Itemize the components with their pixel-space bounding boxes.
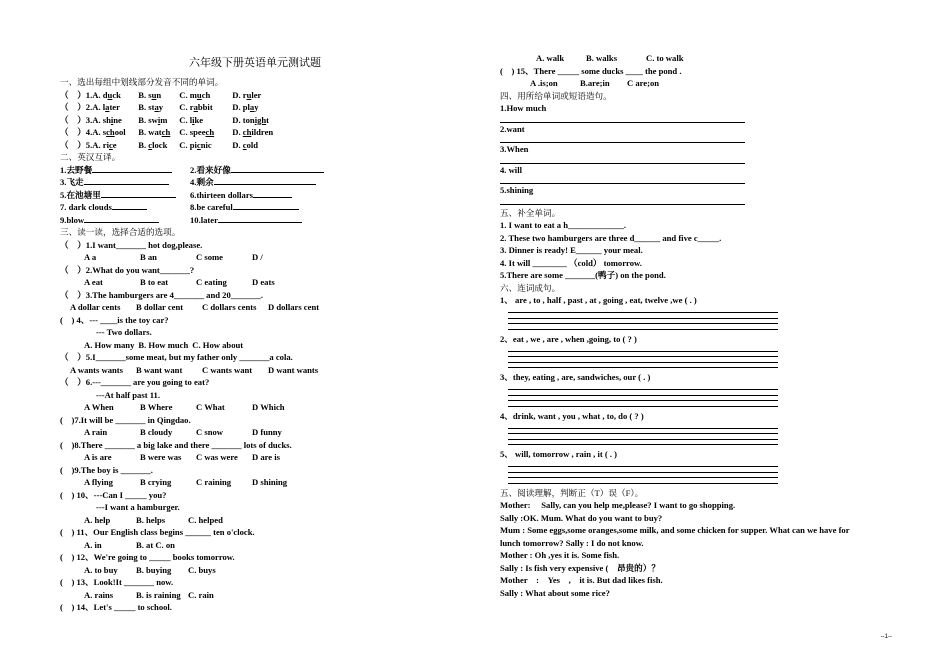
option — [138, 126, 179, 139]
option: C. helped — [188, 514, 223, 525]
option: C. to walk — [646, 53, 684, 63]
option-prefix: D. — [232, 127, 243, 137]
answer-paren: （ ） — [60, 127, 86, 137]
answer-line — [500, 156, 745, 164]
question-stem: ( ) 10、---Can I _____ you? — [60, 489, 167, 500]
question-number: 3. — [85, 114, 93, 125]
option: B. at C. on — [136, 539, 175, 550]
question-number: 4. — [85, 127, 93, 137]
scrambled-words: 5、 will, tomorrow , rain , it ( . ) — [500, 449, 618, 459]
question-options — [60, 276, 460, 289]
option — [92, 126, 138, 139]
option-suffix: ool — [114, 127, 126, 137]
translation-prompt: 1.去野餐 — [60, 164, 93, 175]
option: D eats — [252, 277, 275, 287]
answer-lines — [508, 307, 778, 333]
option-suffix: ler — [251, 89, 262, 100]
option-suffix: ter — [109, 102, 120, 112]
answer-blank — [84, 176, 169, 185]
option-suffix: e — [112, 139, 117, 150]
option: D funny — [252, 427, 282, 437]
pronunciation-row — [60, 101, 460, 114]
translation-row — [60, 176, 460, 189]
section-4-items — [500, 102, 900, 205]
option — [232, 114, 292, 127]
underlined-letters: i — [157, 114, 161, 125]
option: C are;on — [627, 78, 660, 88]
prompt-word: 5.shining — [500, 185, 534, 195]
dialog-line: Sally : Is fish very expensive ( 昂贵的）？ — [500, 562, 660, 573]
option-suffix: old — [246, 139, 259, 150]
answer-lines — [508, 422, 778, 448]
option: B. buying — [136, 564, 172, 575]
question-stem: （ ）1.I want_______ hot dog,please. — [60, 239, 203, 250]
option: A. walk — [536, 53, 565, 63]
option-prefix: B. wat — [138, 127, 162, 137]
option: B.are;in — [580, 78, 610, 88]
option — [92, 101, 138, 114]
option — [92, 89, 138, 102]
option-suffix: ke — [194, 114, 204, 125]
question-options — [60, 339, 460, 352]
underlined-letters: i — [110, 114, 114, 125]
answer-blank — [233, 201, 299, 210]
question-number: 5. — [85, 139, 93, 150]
option: A eat — [84, 277, 103, 287]
underlined-letters: ch — [205, 127, 215, 137]
option — [138, 139, 179, 152]
question-options — [60, 476, 460, 489]
option-suffix: y — [158, 102, 164, 112]
option-suffix: t — [266, 114, 270, 125]
underlined-letters: c — [242, 139, 247, 150]
option: C dollars cents — [202, 302, 257, 312]
translation-row — [60, 189, 460, 202]
option: B Where — [140, 402, 173, 412]
option: A. How many — [84, 339, 135, 350]
option-suffix: ildren — [251, 127, 274, 137]
option: A .is;on — [530, 78, 558, 88]
question-options — [60, 589, 460, 602]
option: A When — [84, 402, 114, 412]
answer-blank — [253, 189, 292, 198]
option — [138, 114, 179, 127]
option: D want wants — [268, 364, 319, 375]
pronunciation-row — [60, 89, 460, 102]
question-stem: ( ) 4、--- ____is the toy car? — [60, 314, 169, 325]
question-stem: ( ) 14、Let's _____ to school. — [60, 602, 172, 612]
page-number: --1-- — [880, 634, 892, 640]
option-prefix: D. pl — [232, 102, 250, 112]
option-prefix: C. spee — [179, 127, 206, 137]
option-suffix: ck — [112, 89, 121, 100]
section-2-heading: 二、英汉互译。 — [60, 152, 121, 162]
option — [232, 139, 292, 152]
option — [232, 101, 292, 114]
underlined-letters: c — [148, 139, 153, 150]
section-4-heading: 四、用所给单词或短语造句。 — [500, 90, 612, 101]
section-1-rows — [60, 89, 460, 152]
underlined-letters: u — [246, 89, 252, 100]
section-5-items — [500, 219, 900, 282]
option-suffix: nic — [200, 139, 212, 150]
section-7-heading: 五、阅读理解，判断正（T）误（F）。 — [500, 487, 644, 498]
option: A a — [84, 252, 97, 262]
option-suffix: m — [160, 114, 168, 125]
translation-item — [190, 214, 302, 227]
translation-item — [190, 201, 299, 214]
option: A. in — [84, 539, 102, 550]
answer-paren: （ ） — [60, 89, 86, 100]
underlined-letters: u — [196, 89, 202, 100]
answer-line — [508, 401, 778, 407]
answer-paren: （ ） — [60, 102, 86, 112]
option: D shining — [252, 477, 288, 487]
question-options — [60, 426, 460, 439]
option — [232, 126, 292, 139]
answer-blank — [218, 214, 302, 223]
option-suffix: ne — [113, 114, 122, 125]
question-dialog-line: ---I want a hamburger. — [96, 502, 180, 512]
option: A flying — [84, 477, 113, 487]
option — [179, 114, 232, 127]
option: A. help — [84, 514, 111, 525]
option: B. is raining — [136, 589, 181, 600]
option: C snow — [196, 427, 223, 437]
option-prefix: C. pi — [179, 139, 197, 150]
option: A. rains — [84, 589, 114, 600]
option: A dollar cents — [70, 302, 121, 312]
option-prefix: C. m — [179, 89, 197, 100]
right-column — [500, 52, 900, 599]
question-15: ( ) 15、There _____ some ducks ____ the pond . — [500, 65, 682, 76]
option-suffix: ch — [201, 89, 211, 100]
option-prefix: D. — [232, 139, 243, 150]
translation-prompt: 10.later — [190, 214, 218, 225]
option: C What — [196, 402, 225, 412]
option-prefix: A. d — [92, 89, 108, 100]
option-prefix: C. r — [179, 102, 194, 112]
option-prefix: A. s — [92, 127, 107, 137]
fill-in-item: 4. It will ________ （cold） tomorrow. — [500, 257, 642, 268]
translation-row — [60, 214, 460, 227]
question-stem: ( ) 12、We're going to _____ books tomorrow. — [60, 552, 235, 562]
prompt-word: 1.How much — [500, 103, 547, 113]
translation-prompt: 7. dark clouds — [60, 202, 112, 212]
option-suffix: bbit — [197, 102, 213, 112]
question-stem: （ ）2.What do you want_______? — [60, 264, 195, 275]
option-suffix: n — [156, 89, 162, 100]
option: D / — [252, 252, 263, 262]
section-3-heading: 三、读一读，选择合适的选项。 — [60, 227, 181, 237]
scrambled-words: 3、they, eating , are, sandwiches, our ( . ) — [500, 372, 651, 382]
question-stem: （ ）5.I_______some meat, but my father only _______a cola. — [60, 352, 293, 362]
option: A is are — [84, 452, 112, 462]
option — [179, 89, 232, 102]
option: B dollar cent — [136, 302, 184, 312]
translation-prompt: 6.thirteen dollars — [190, 189, 254, 200]
option: B. helps — [136, 514, 166, 525]
question-stem: ( )9.The boy is _______. — [60, 464, 153, 475]
option: B to eat — [140, 277, 169, 287]
translation-item — [60, 201, 190, 214]
option: D dollars cent — [268, 302, 320, 312]
translation-item — [190, 189, 292, 202]
answer-line — [508, 324, 778, 330]
option: D Which — [252, 402, 285, 412]
option: B were was — [140, 452, 182, 462]
fill-in-item: 5.There are some _______(鸭子) on the pond. — [500, 270, 666, 280]
option: C raining — [196, 477, 232, 487]
translation-prompt: 8.be careful — [190, 202, 233, 212]
option-prefix: A. l — [92, 102, 106, 112]
underlined-letters: ch — [242, 127, 252, 137]
dialog-line: Mother : Oh ,yes it is. Some fish. — [500, 550, 620, 560]
answer-line — [508, 363, 778, 369]
question-options — [60, 301, 460, 314]
option-prefix: A. ri — [92, 139, 109, 150]
option: C wants want — [202, 364, 253, 375]
question-stem: ( ) 13、Look!It _______ now. — [60, 577, 174, 587]
translation-item — [190, 176, 316, 189]
question-options — [60, 514, 460, 527]
question-options — [60, 364, 460, 377]
option: A rain — [84, 427, 108, 437]
answer-lines — [508, 384, 778, 410]
option-prefix: C. l — [179, 114, 193, 125]
section-1-heading: 一、选出每组中划线部分发音不同的单词。 — [60, 77, 224, 87]
translation-item — [60, 189, 190, 202]
scrambled-words: 1、 are , to , half , past , at , going , eat, twelve ,we ( . ) — [500, 295, 697, 305]
option — [138, 89, 179, 102]
option-suffix: lock — [152, 139, 168, 150]
pronunciation-row — [60, 139, 460, 152]
question-options — [60, 251, 460, 264]
option: A. to buy — [84, 564, 118, 575]
section-6-items — [500, 294, 900, 487]
answer-lines — [508, 461, 778, 487]
question-stem: （ ）6.---_______ are you going to eat? — [60, 377, 210, 387]
underlined-letters: ch — [161, 127, 171, 137]
translation-prompt: 5.在池塘里 — [60, 189, 101, 200]
translation-prompt: 3.飞走 — [60, 177, 84, 187]
underlined-letters: a — [249, 102, 255, 112]
option: C. How about — [192, 339, 244, 350]
answer-blank — [84, 214, 159, 223]
underlined-letters: u — [151, 89, 157, 100]
answer-line — [508, 440, 778, 446]
option: B cloudy — [140, 427, 173, 437]
dialog-line: Mother: Sally, can you help me,please? I want to go shopping. — [500, 500, 736, 510]
prompt-word: 3.When — [500, 144, 529, 154]
option — [92, 139, 138, 152]
fill-in-item: 3. Dinner is ready! E______ your meal. — [500, 245, 643, 255]
dialog-line: Sally :OK. Mum. What do you want to buy? — [500, 512, 663, 523]
underlined-letters: u — [107, 89, 113, 100]
section-2-rows — [60, 164, 460, 227]
question-options — [60, 451, 460, 464]
option-prefix: B. — [138, 139, 149, 150]
prompt-word: 4. will — [500, 164, 522, 175]
option: C eating — [196, 277, 227, 287]
option — [179, 126, 232, 139]
translation-prompt: 2.看来好像 — [190, 164, 231, 175]
option — [92, 114, 138, 127]
option-prefix: A. sh — [92, 114, 111, 125]
section-6-heading: 六、连词成句。 — [500, 282, 561, 293]
answer-blank — [112, 201, 147, 210]
option-prefix: B. st — [138, 102, 155, 112]
option — [232, 89, 292, 102]
answer-paren: （ ） — [60, 114, 86, 125]
question-stem: ( )8.There _______ a big lake and there _______ lots of ducks. — [60, 439, 292, 450]
underlined-letters: i — [192, 114, 195, 125]
question-stem: ( )7.It will be _______ in Qingdao. — [60, 414, 191, 425]
answer-blank — [214, 176, 316, 185]
option: A wants wants — [70, 364, 124, 375]
question-number: 1. — [85, 89, 93, 100]
translation-item — [60, 164, 190, 177]
prompt-word: 2.want — [500, 123, 525, 134]
section-5-heading: 五、补全单词。 — [500, 207, 561, 218]
option: C. rain — [188, 589, 214, 600]
option-prefix: D. ton — [232, 114, 255, 125]
option: B an — [140, 252, 157, 262]
page-title: 六年级下册英语单元测试题 — [189, 57, 321, 69]
question-options — [60, 401, 460, 414]
answer-blank — [92, 164, 172, 173]
answer-line — [500, 197, 745, 205]
translation-row — [60, 164, 460, 177]
answer-paren: （ ） — [60, 139, 86, 150]
section-3-items — [60, 239, 460, 614]
underlined-letters: c — [108, 139, 113, 150]
option: B. How much — [138, 339, 189, 350]
answer-blank — [101, 189, 176, 198]
option-suffix: y — [254, 102, 259, 112]
translation-item — [60, 176, 190, 189]
option — [179, 139, 232, 152]
question-number: 2. — [85, 102, 93, 112]
option: C. buys — [188, 564, 216, 575]
translation-item — [190, 164, 324, 177]
question-stem: （ ）3.The hamburgers are 4_______ and 20_______. — [60, 289, 263, 300]
underlined-letters: a — [105, 102, 110, 112]
dialog-line: Sally : What about some rice? — [500, 587, 610, 598]
underlined-letters: c — [196, 139, 201, 150]
answer-blank — [231, 164, 324, 173]
translation-item — [60, 214, 190, 227]
question-stem: ( ) 11、Our English class begins ______ ten o'clock. — [60, 527, 255, 537]
underlined-letters: a — [154, 102, 159, 112]
dialog-line: Mum : Some eggs,some oranges,some milk, and some chicken for supper. What can we have for — [500, 525, 850, 535]
question-14-options — [500, 52, 900, 65]
option: C some — [196, 252, 223, 262]
translation-prompt: 9.blow — [60, 214, 85, 225]
underlined-letters: a — [193, 102, 198, 112]
option: D are is — [252, 452, 281, 462]
option — [179, 101, 232, 114]
option-prefix: B. sw — [138, 114, 158, 125]
option — [138, 101, 179, 114]
question-options — [60, 539, 460, 552]
pronunciation-row — [60, 114, 460, 127]
option: B crying — [140, 477, 172, 487]
answer-lines — [508, 345, 778, 371]
scrambled-words: 2、eat , we , are , when ,going, to ( ? ) — [500, 333, 637, 344]
answer-line — [508, 478, 778, 484]
option: C was were — [196, 452, 238, 462]
question-dialog-line: --- Two dollars. — [96, 327, 152, 337]
dialog-line: lunch tomorrow? Sally : I do not know. — [500, 537, 644, 548]
question-15-options — [500, 77, 900, 90]
answer-line — [500, 135, 745, 143]
underlined-letters: igh — [254, 114, 267, 125]
section-7-lines — [500, 499, 900, 599]
fill-in-item: 1. I want to eat a h_____________. — [500, 220, 627, 230]
question-options — [60, 564, 460, 577]
answer-line — [500, 115, 745, 123]
left-column — [60, 54, 460, 614]
underlined-letters: ch — [106, 127, 115, 137]
option: B. walks — [586, 53, 618, 63]
answer-line — [500, 176, 745, 184]
option-prefix: B. s — [138, 89, 152, 100]
scrambled-words: 4、drink, want , you , what , to, do ( ? ) — [500, 410, 644, 421]
option: B want want — [136, 364, 183, 375]
translation-row — [60, 201, 460, 214]
translation-prompt: 4.剩余 — [190, 177, 214, 187]
pronunciation-row — [60, 126, 460, 139]
option-prefix: D. r — [232, 89, 247, 100]
fill-in-item: 2. These two hamburgers are three d______ and five c_____. — [500, 232, 722, 243]
dialog-line: Mother : Yes , it is. But dad likes fish. — [500, 575, 663, 585]
question-dialog-line: ---At half past 11. — [96, 389, 160, 400]
